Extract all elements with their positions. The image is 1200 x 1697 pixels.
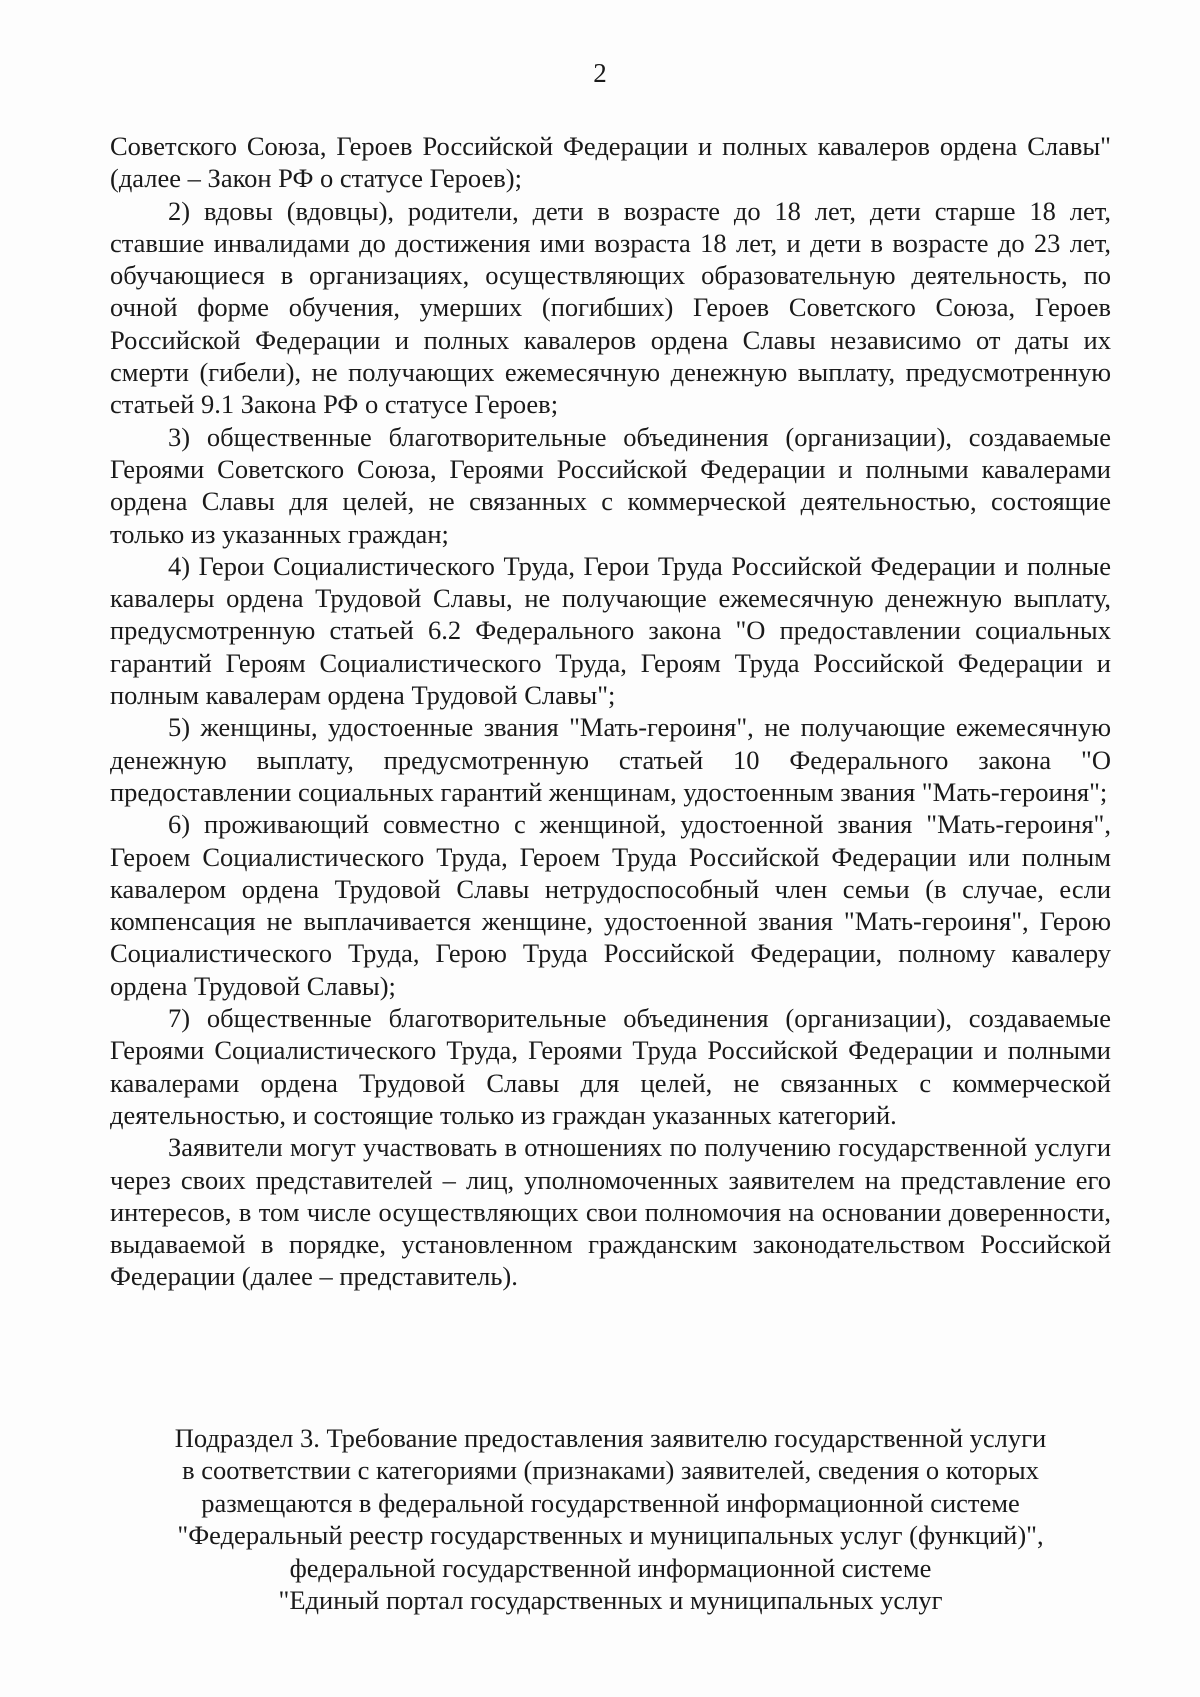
subsection-heading-line: федеральной государственной информационной системе (289, 1552, 932, 1583)
subsection-heading-line: "Единый портал государственных и муниципальных услуг (278, 1585, 943, 1616)
paragraph-continuation: Советского Союза, Героев Российской Федерации и полных кавалеров ордена Славы" (далее – Закон РФ о статусе Героев); (110, 131, 1111, 194)
document-body (110, 130, 1111, 1293)
list-item-7: 7) общественные благотворительные объединения (организации), создаваемые Героями Социалистического Труда, Героями Труда Российской Федерации и полными кавалерами ордена Трудовой Славы для целей, не связанных с коммерческой деятельностью, и состоящие только из граждан указанных категорий. (110, 1003, 1111, 1130)
representatives-paragraph: Заявители могут участвовать в отношениях по получению государственной услуги через своих представителей – лиц, уполномоченных заявителем на представление его интересов, в том числе осуществляющих свои полномочия на основании доверенности, выдаваемой в порядке, установленном гражданским законодательством Российской Федерации (далее – представитель). (110, 1132, 1111, 1292)
subsection-heading-line: Подраздел 3. Требование предоставления заявителю государственной услуги (174, 1423, 1047, 1453)
subsection-heading-line: размещаются в федеральной государственной информационной системе (201, 1487, 1020, 1518)
list-item-3: 3) общественные благотворительные объединения (организации), создаваемые Героями Советского Союза, Героями Российской Федерации и полными кавалерами ордена Славы для целей, не связанных с коммерческой деятельностью, состоящие только из указанных граждан; (110, 421, 1111, 549)
list-item-6: 6) проживающий совместно с женщиной, удостоенной звания "Мать-героиня", Героем Социалистического Труда, Героем Труда Российской Федерации или полным кавалером ордена Трудовой Славы нетрудоспособный член семьи (в случае, если компенсация не выплачивается женщине, удостоенной звания "Мать-героиня", Герою Социалистического Труда, Герою Труда Российской Федерации, полному кавалеру ордена Трудовой Славы); (110, 809, 1111, 1001)
subsection-heading (110, 1422, 1111, 1616)
list-item-5: 5) женщины, удостоенные звания "Мать-героиня", не получающие ежемесячную денежную выплату, предусмотренную статьей 10 Федерального закона "О предоставлении социальных гарантий женщинам, удостоенным звания "Мать-героиня"; (110, 712, 1111, 807)
subsection-heading-line: "Федеральный реестр государственных и муниципальных услуг (функций)", (177, 1520, 1044, 1551)
list-item-4: 4) Герои Социалистического Труда, Герои Труда Российской Федерации и полные кавалеры ордена Трудовой Славы, не получающие ежемесячную денежную выплату, предусмотренную статьей 6.2 Федерального закона "О предоставлении социальных гарантий Героям Социалистического Труда, Героям Труда Российской Федерации и полным кавалерам ордена Трудовой Славы"; (110, 550, 1111, 711)
list-item-2: 2) вдовы (вдовцы), родители, дети в возрасте до 18 лет, дети старше 18 лет, ставшие инвалидами до достижения ими возраста 18 лет, и дети в возрасте до 23 лет, обучающиеся в организациях, осуществляющих образовательную деятельность, по очной форме обучения, умерших (погибших) Героев Советского Союза, Героев Российской Федерации и полных кавалеров ордена Славы независимо от даты их смерти (гибели), не получающих ежемесячную денежную выплату, предусмотренную статьей 9.1 Закона РФ о статусе Героев; (110, 195, 1111, 420)
subsection-heading-line: в соответствии с категориями (признаками) заявителей, сведения о которых (182, 1455, 1039, 1486)
page-number: 2 (593, 58, 607, 88)
